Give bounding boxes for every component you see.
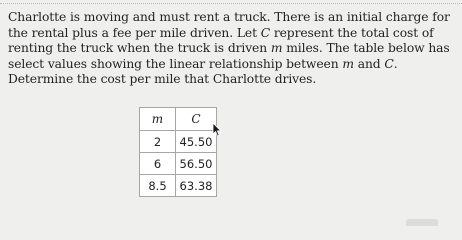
table-row (140, 175, 217, 197)
top-divider (0, 3, 462, 4)
question-text (8, 10, 456, 88)
values-table (139, 107, 217, 197)
bottom-edge-element (406, 219, 438, 226)
cell-m: 6 (140, 153, 176, 175)
question-segment: Charlotte is moving and must rent a truck. There is an initial charge for the rental plus a fee per mile driven. Let (8, 10, 450, 40)
variable-m: m (342, 56, 354, 71)
question-segment: . Determine the cost per mile that Charlotte drives. (8, 56, 398, 87)
question-segment: miles. The table below has select values showing the linear relationship between (8, 41, 450, 71)
header-c: C (176, 108, 217, 131)
variable-m: m (270, 41, 283, 56)
cell-c: 45.50 (176, 131, 217, 153)
table-header-row (140, 108, 217, 131)
variable-c: C (260, 25, 271, 40)
table-row (140, 153, 217, 175)
cell-c: 63.38 (176, 175, 217, 197)
question-segment: represent the total cost of renting the truck when the truck is driven (8, 25, 434, 56)
question-segment: and (353, 56, 385, 71)
cell-m: 8.5 (140, 175, 176, 197)
mouse-pointer-icon (212, 122, 222, 137)
cell-c: 56.50 (176, 153, 217, 175)
header-m: m (140, 108, 176, 131)
table-row (140, 131, 217, 153)
cell-m: 2 (140, 131, 176, 153)
variable-c: C (384, 56, 394, 71)
